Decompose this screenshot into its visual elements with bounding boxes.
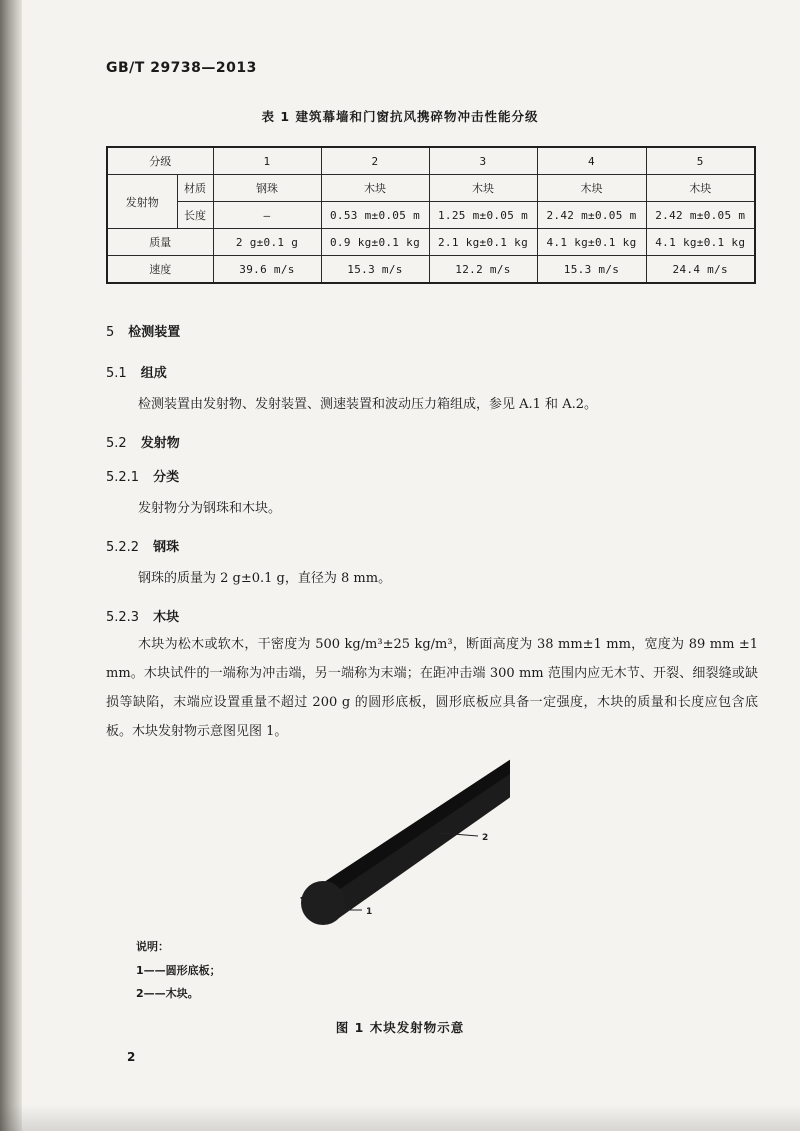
- figure-caption: 图 1 木块发射物示意: [335, 1020, 465, 1035]
- speed-cell: 15.3 m/s: [537, 256, 646, 284]
- length-header-cell: 长度: [177, 202, 213, 229]
- table-row-speed: [107, 256, 755, 284]
- scan-edge-shadow: [0, 0, 22, 1131]
- section-title: 检测装置: [128, 325, 181, 340]
- section-title: 木块: [153, 610, 180, 625]
- material-cell: 木块: [646, 175, 755, 202]
- callout-2-label: 2: [482, 833, 489, 843]
- grade-header-cell: 分级: [107, 147, 213, 175]
- section-5-1-text: 检测装置由发射物、发射装置、测速装置和波动压力箱组成，参见 A.1 和 A.2。: [138, 397, 597, 412]
- section-number: 5.2.2: [106, 540, 140, 555]
- callout-1-label: 1: [366, 907, 373, 917]
- speed-header-cell: 速度: [107, 256, 213, 284]
- legend-item: 2——木块。: [136, 987, 199, 1000]
- mass-header-cell: 质量: [107, 229, 213, 256]
- wood-block-top-face: [300, 740, 510, 906]
- length-cell: 2.42 m±0.05 m: [537, 202, 646, 229]
- speed-cell: 12.2 m/s: [429, 256, 537, 284]
- section-5-2-1-heading: [106, 466, 179, 485]
- scan-bottom-shadow: [0, 1105, 800, 1131]
- wood-projectile-figure: [290, 738, 510, 928]
- section-5-2-1-text: 发射物分为钢珠和木块。: [138, 501, 282, 516]
- material-cell: 钢珠: [213, 175, 321, 202]
- section-5-2-2-text: 钢珠的质量为 2 g±0.1 g，直径为 8 mm。: [138, 571, 392, 586]
- mass-cell: 4.1 kg±0.1 kg: [646, 229, 755, 256]
- section-number: 5.2.1: [106, 470, 140, 485]
- section-title: 分类: [153, 470, 180, 485]
- table-row-length: [107, 202, 755, 229]
- mass-cell: 0.9 kg±0.1 kg: [321, 229, 429, 256]
- grade-cell: 4: [537, 147, 646, 175]
- material-cell: 木块: [429, 175, 537, 202]
- section-5-2-2-heading: [106, 536, 179, 555]
- material-cell: 木块: [321, 175, 429, 202]
- legend-item: 1——圆形底板；: [136, 964, 221, 977]
- section-5-2-heading: [106, 432, 180, 451]
- round-base-plate: [301, 881, 345, 925]
- table-row-material: [107, 175, 755, 202]
- table-title: 表 1 建筑幕墙和门窗抗风携碎物冲击性能分级: [261, 109, 539, 124]
- legend-title: 说明：: [136, 940, 169, 953]
- grade-cell: 5: [646, 147, 755, 175]
- section-5-2-3-text: 木块为松木或软木，干密度为 500 kg/m³±25 kg/m³，断面高度为 38 mm±1 mm，宽度为 89 mm ±1 mm。木块试件的一端称为冲击端，另一端称为末端；在距冲击端 300 mm 范围内应无木节、开裂、细裂缝或缺损等缺陷，末端应设置重量不超过 200 g 的圆形底板，圆形底板应具备一定强度，木块的质量和长度应包含底板。木块发射物示意图见图 1。: [106, 637, 758, 739]
- grade-cell: 1: [213, 147, 321, 175]
- table-row-mass: [107, 229, 755, 256]
- material-cell: 木块: [537, 175, 646, 202]
- length-cell: 0.53 m±0.05 m: [321, 202, 429, 229]
- section-number: 5.1: [106, 366, 127, 381]
- mass-cell: 4.1 kg±0.1 kg: [537, 229, 646, 256]
- section-title: 钢珠: [153, 540, 180, 555]
- length-cell: 1.25 m±0.05 m: [429, 202, 537, 229]
- section-number: 5.2.3: [106, 610, 140, 625]
- section-number: 5.2: [106, 436, 127, 451]
- speed-cell: 39.6 m/s: [213, 256, 321, 284]
- grade-cell: 3: [429, 147, 537, 175]
- material-header-cell: 材质: [177, 175, 213, 202]
- section-number: 5: [106, 325, 115, 340]
- grade-table: [106, 146, 756, 284]
- length-cell: —: [213, 202, 321, 229]
- mass-cell: 2 g±0.1 g: [213, 229, 321, 256]
- table-row-grade: [107, 147, 755, 175]
- speed-cell: 24.4 m/s: [646, 256, 755, 284]
- mass-cell: 2.1 kg±0.1 kg: [429, 229, 537, 256]
- section-5-heading: [106, 321, 180, 340]
- length-cell: 2.42 m±0.05 m: [646, 202, 755, 229]
- speed-cell: 15.3 m/s: [321, 256, 429, 284]
- projectile-header-cell: 发射物: [107, 175, 177, 229]
- grade-cell: 2: [321, 147, 429, 175]
- section-5-1-heading: [106, 362, 167, 381]
- section-title: 组成: [140, 366, 167, 381]
- section-title: 发射物: [140, 436, 180, 451]
- standard-code: GB/T 29738—2013: [106, 60, 257, 76]
- page-number: 2: [127, 1050, 136, 1064]
- section-5-2-3-heading: [106, 606, 179, 625]
